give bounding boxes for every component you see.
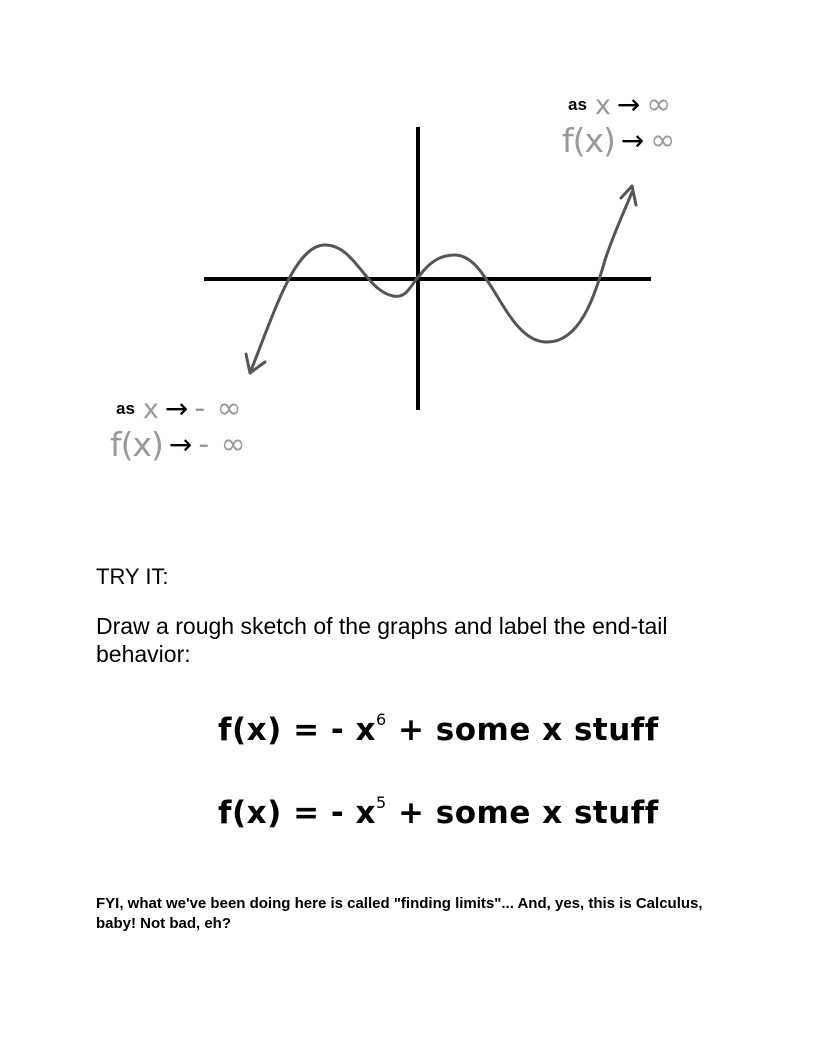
footnote: FYI, what we've been doing here is called "finding limits"... And, yes, this is Calculus, baby! Not bad, eh?: [96, 895, 703, 932]
left-end-behavior-label: [110, 391, 247, 464]
x-symbol: x: [594, 89, 611, 121]
f-symbol: f(x): [562, 121, 615, 160]
instructions-text: Draw a rough sketch of the graphs and label the end-tail behavior:: [96, 613, 668, 667]
right-f-row: [562, 121, 677, 160]
x-limit: - ∞: [194, 391, 243, 426]
right-arrow-icon: →: [616, 88, 641, 121]
right-arrow-icon: →: [168, 427, 193, 461]
equation-exponent: 6: [376, 709, 387, 729]
f-limit: ∞: [650, 122, 677, 158]
equation-rhs: + some x stuff: [386, 712, 659, 748]
right-arrow-icon: →: [164, 392, 189, 425]
equation-exponent: 5: [376, 792, 387, 812]
x-symbol: x: [142, 393, 159, 425]
x-limit: ∞: [646, 87, 673, 122]
curve: [250, 192, 632, 373]
try-it-heading: TRY IT:: [96, 564, 169, 589]
f-limit: - ∞: [198, 426, 247, 462]
left-f-row: [110, 425, 247, 464]
equation-1: [218, 709, 659, 748]
as-word: as: [116, 399, 135, 418]
right-end-behavior-label: [562, 87, 677, 160]
as-word: as: [568, 95, 587, 114]
f-symbol: f(x): [110, 425, 163, 464]
left-x-row: [116, 391, 247, 426]
equation-rhs: + some x stuff: [386, 795, 659, 831]
right-x-row: [568, 87, 676, 122]
equation-lhs: f(x) = - x: [218, 712, 377, 748]
equation-lhs: f(x) = - x: [218, 795, 377, 831]
right-arrow-icon: →: [620, 123, 645, 157]
equation-2: [218, 792, 659, 831]
